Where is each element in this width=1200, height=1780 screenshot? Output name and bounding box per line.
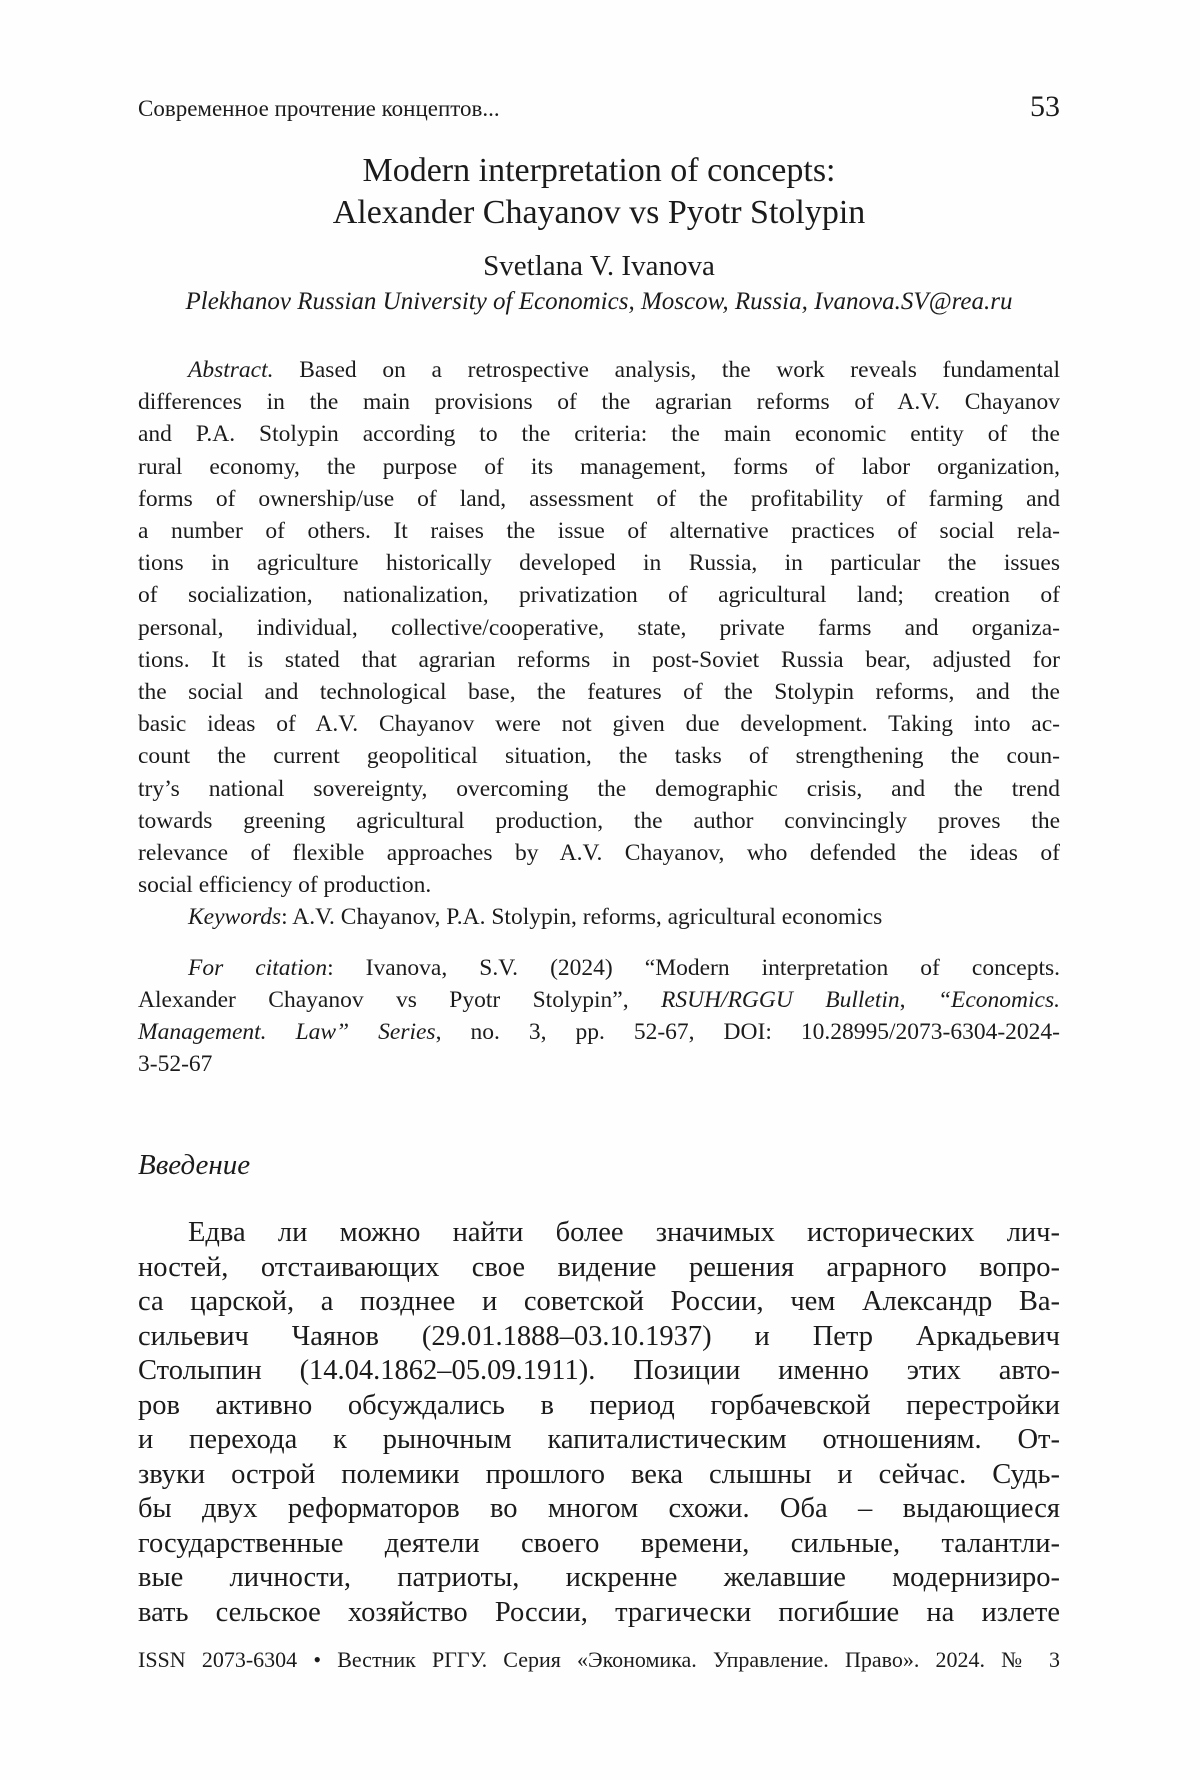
introduction-paragraph — [138, 1216, 1060, 1630]
text-line: try’s national sovereignty, overcoming the demographic crisis, and the trend — [138, 775, 1060, 802]
text-line: и перехода к рыночным капиталистическим отношениям. От- — [138, 1424, 1060, 1456]
text-line: Abstract. Based on a retrospective analysis, the work reveals fundamental — [188, 357, 1060, 383]
text-line: tions. It is stated that agrarian reforms in post-Soviet Russia bear, adjusted for — [138, 646, 1060, 673]
text-line: the social and technological base, the features of the Stolypin reforms, and the — [138, 679, 1060, 706]
text-line: звуки острой полемики прошлого века слышны и сейчас. Судь- — [138, 1458, 1060, 1490]
author-name: Svetlana V. Ivanova — [483, 250, 715, 282]
text-line: 3-52-67 — [138, 1051, 213, 1078]
text-line: бы двух реформаторов во многом схожи. Оба – выдающиеся — [138, 1493, 1060, 1525]
page-header — [138, 92, 1060, 124]
journal-footer: ISSN 2073-6304 • Вестник РГГУ. Серия «Экономика. Управление. Право». 2024. № 3 — [138, 1647, 1060, 1672]
text-line: of socialization, nationalization, privatization of agricultural land; creation of — [138, 582, 1060, 609]
italic-text: Keywords — [188, 904, 282, 931]
article-title — [138, 150, 1060, 234]
text-line: Столыпин (14.04.1862–05.09.1911). Позиции именно этих авто- — [138, 1355, 1060, 1387]
text-line: rural economy, the purpose of its management, forms of labor organization, — [138, 453, 1060, 480]
running-title: Современное прочтение концептов... — [138, 96, 500, 121]
italic-text: For citation — [188, 954, 328, 981]
text-line: сильевич Чаянов (29.01.1888–03.10.1937) и Петр Аркадьевич — [138, 1320, 1060, 1352]
text-line: towards greening agricultural production, the author convincingly proves the — [138, 807, 1060, 834]
article-title-line2: Alexander Chayanov vs Pyotr Stolypin — [332, 194, 866, 231]
citation-paragraph — [138, 952, 1060, 1081]
article-title-line1: Modern interpretation of concepts: — [362, 152, 836, 189]
text-line: вать сельское хозяйство России, трагически погибшие на излете — [138, 1596, 1060, 1628]
text-line: For citation: Ivanova, S.V. (2024) “Modern interpretation of concepts. — [188, 954, 1060, 981]
text-line: relevance of flexible approaches by A.V. Chayanov, who defended the ideas of — [138, 840, 1060, 867]
abstract-paragraph — [138, 354, 1060, 901]
text-line: ностей, отстаивающих свое видение решения аграрного вопро- — [138, 1251, 1060, 1283]
text-line: differences in the main provisions of the agrarian reforms of A.V. Chayanov — [138, 389, 1060, 416]
keywords-line — [138, 901, 1060, 933]
text-line: государственные деятели своего времени, сильные, талантли- — [138, 1527, 1060, 1559]
text-line: са царской, а позднее и советской России, чем Александр Ва- — [138, 1286, 1060, 1318]
text-line: count the current geopolitical situation, the tasks of strengthening the coun- — [138, 743, 1060, 770]
section-heading-introduction: Введение — [138, 1149, 251, 1182]
italic-text: “Economics. — [937, 986, 1061, 1013]
text-line: вые личности, патриоты, искренне желавшие модернизиро- — [138, 1562, 1060, 1594]
italic-text: Management. Law” Series — [138, 1019, 436, 1046]
text-line: Едва ли можно найти более значимых исторических лич- — [188, 1217, 1060, 1249]
text-line: tions in agriculture historically developed in Russia, in particular the issues — [138, 550, 1060, 577]
italic-text: RSUH/RGGU Bulletin — [661, 986, 900, 1013]
page-number: 53 — [1030, 90, 1060, 123]
text-line: Keywords: A.V. Chayanov, P.A. Stolypin, reforms, agricultural economics — [188, 904, 883, 931]
text-line: social efficiency of production. — [138, 872, 432, 899]
text-line: ров активно обсуждались в период горбачевской перестройки — [138, 1389, 1060, 1421]
text-line: personal, individual, collective/cooperative, state, private farms and organiza- — [138, 614, 1060, 641]
text-line: Management. Law” Series, no. 3, pp. 52-67, DOI: 10.28995/2073-6304-2024- — [138, 1019, 1060, 1046]
text-line: forms of ownership/use of land, assessment of the profitability of farming and — [138, 485, 1060, 512]
text-line: and P.A. Stolypin according to the criteria: the main economic entity of the — [138, 421, 1060, 448]
italic-text: Abstract. — [188, 357, 274, 383]
author-affiliation: Plekhanov Russian University of Economics, Moscow, Russia, Ivanova.SV@rea.ru — [185, 288, 1013, 315]
text-line: a number of others. It raises the issue of alternative practices of social rela- — [138, 518, 1060, 545]
text-line: basic ideas of A.V. Chayanov were not given due development. Taking into ac- — [138, 711, 1060, 738]
text-line: Alexander Chayanov vs Pyotr Stolypin”, RSUH/RGGU Bulletin, “Economics. — [138, 986, 1061, 1013]
